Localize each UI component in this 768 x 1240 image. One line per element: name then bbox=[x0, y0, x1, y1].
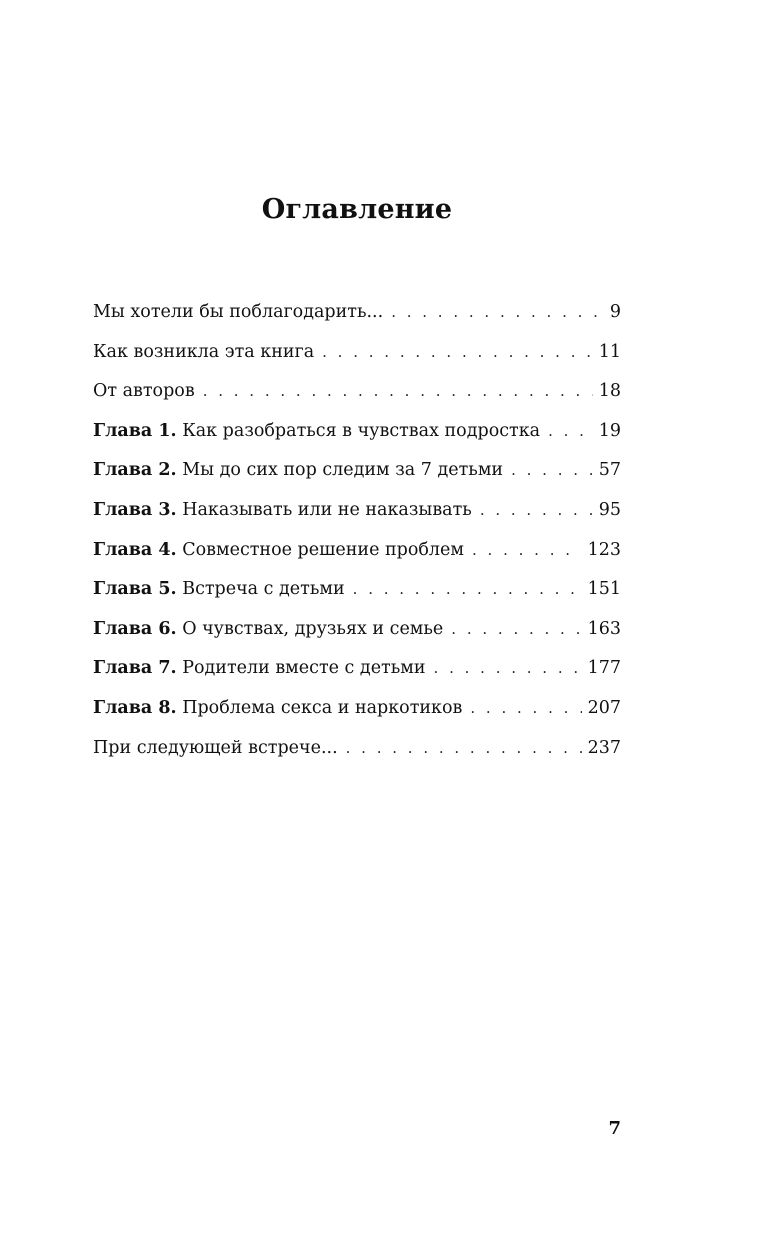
toc-leader-dots bbox=[346, 739, 582, 757]
toc-leader-dots bbox=[511, 461, 593, 479]
toc-entry-title: Проблема секса и наркотиков bbox=[182, 697, 463, 718]
toc-entry-title: Встреча с детьми bbox=[182, 579, 345, 600]
toc-entry-page: 9 bbox=[609, 302, 621, 322]
toc-entry-label bbox=[93, 698, 462, 718]
toc-entry-label bbox=[93, 302, 383, 322]
toc-entry-chapter-8[interactable] bbox=[93, 698, 621, 738]
toc-entry-label bbox=[93, 658, 426, 678]
toc-entry-title: При следующей встрече... bbox=[93, 737, 338, 758]
toc-entry-title: Наказывать или не наказывать bbox=[182, 499, 472, 520]
toc-entry-title: О чувствах, друзьях и семье bbox=[182, 618, 444, 639]
toc-chapter-number: Глава 8. bbox=[93, 697, 177, 718]
toc-entry-chapter-6[interactable] bbox=[93, 619, 621, 659]
toc-entry-page: 151 bbox=[587, 579, 621, 600]
toc-entry-page: 11 bbox=[598, 341, 621, 362]
toc-entry-how-book-appeared[interactable] bbox=[93, 342, 621, 382]
toc-entry-label bbox=[93, 540, 464, 560]
toc-chapter-number: Глава 2. bbox=[93, 460, 177, 481]
toc-chapter-number: Глава 6. bbox=[93, 618, 177, 639]
toc-entry-next-meeting[interactable] bbox=[93, 738, 621, 778]
toc-entry-chapter-2[interactable] bbox=[93, 460, 621, 500]
toc-entry-label bbox=[93, 342, 314, 362]
toc-chapter-number: Глава 4. bbox=[93, 539, 177, 560]
toc-entry-page: 163 bbox=[587, 618, 621, 639]
toc-entry-label bbox=[93, 619, 443, 639]
toc-entry-title: Родители вместе с детьми bbox=[182, 658, 426, 679]
toc-entry-title: Совместное решение проблем bbox=[182, 539, 465, 560]
toc-entry-chapter-3[interactable] bbox=[93, 500, 621, 540]
toc-entry-page: 18 bbox=[598, 381, 621, 402]
toc-leader-dots bbox=[470, 699, 581, 717]
toc-entry-label bbox=[93, 381, 195, 401]
toc-entry-title: Мы до сих пор следим за 7 детьми bbox=[182, 460, 504, 481]
toc-entry-page: 57 bbox=[598, 460, 621, 481]
toc-entry-label bbox=[93, 421, 540, 441]
toc-chapter-number: Глава 1. bbox=[93, 420, 177, 441]
toc-entry-from-authors[interactable] bbox=[93, 381, 621, 421]
toc-entry-label bbox=[93, 738, 338, 758]
toc-chapter-number: Глава 5. bbox=[93, 579, 177, 600]
toc-entry-page: 207 bbox=[587, 697, 621, 718]
toc-entry-title: Мы хотели бы поблагодарить... bbox=[93, 302, 384, 322]
page-title: Оглавление bbox=[261, 194, 453, 226]
toc-entry-chapter-4[interactable] bbox=[93, 540, 621, 580]
toc-entry-title: Как возникла эта книга bbox=[93, 341, 315, 362]
toc-entry-label bbox=[93, 500, 472, 520]
toc-entry-page: 177 bbox=[587, 658, 621, 679]
toc-chapter-number: Глава 3. bbox=[93, 499, 177, 520]
toc-entry-label bbox=[93, 460, 503, 480]
toc-entry-page: 19 bbox=[598, 420, 621, 441]
toc-leader-dots bbox=[472, 541, 582, 559]
toc-entry-chapter-1[interactable] bbox=[93, 421, 621, 461]
toc-leader-dots bbox=[480, 501, 593, 519]
toc-leader-dots bbox=[434, 659, 582, 677]
table-of-contents bbox=[93, 302, 621, 777]
toc-leader-dots bbox=[353, 580, 582, 598]
toc-entry-title: Как разобраться в чувствах подростка bbox=[182, 420, 541, 441]
toc-leader-dots bbox=[203, 382, 593, 400]
toc-chapter-number: Глава 7. bbox=[93, 658, 177, 679]
toc-entry-acknowledgements[interactable] bbox=[93, 302, 621, 342]
toc-leader-dots bbox=[391, 303, 597, 321]
toc-leader-dots bbox=[548, 422, 593, 440]
toc-entry-page: 123 bbox=[587, 539, 621, 560]
toc-entry-chapter-5[interactable] bbox=[93, 579, 621, 619]
toc-entry-label bbox=[93, 579, 345, 599]
toc-entry-page: 237 bbox=[587, 737, 621, 758]
toc-entry-title: От авторов bbox=[93, 381, 195, 402]
toc-leader-dots bbox=[451, 620, 581, 638]
toc-entry-chapter-7[interactable] bbox=[93, 658, 621, 698]
toc-leader-dots bbox=[322, 343, 593, 361]
toc-entry-page: 95 bbox=[598, 499, 621, 520]
page-number: 7 bbox=[608, 1118, 621, 1139]
